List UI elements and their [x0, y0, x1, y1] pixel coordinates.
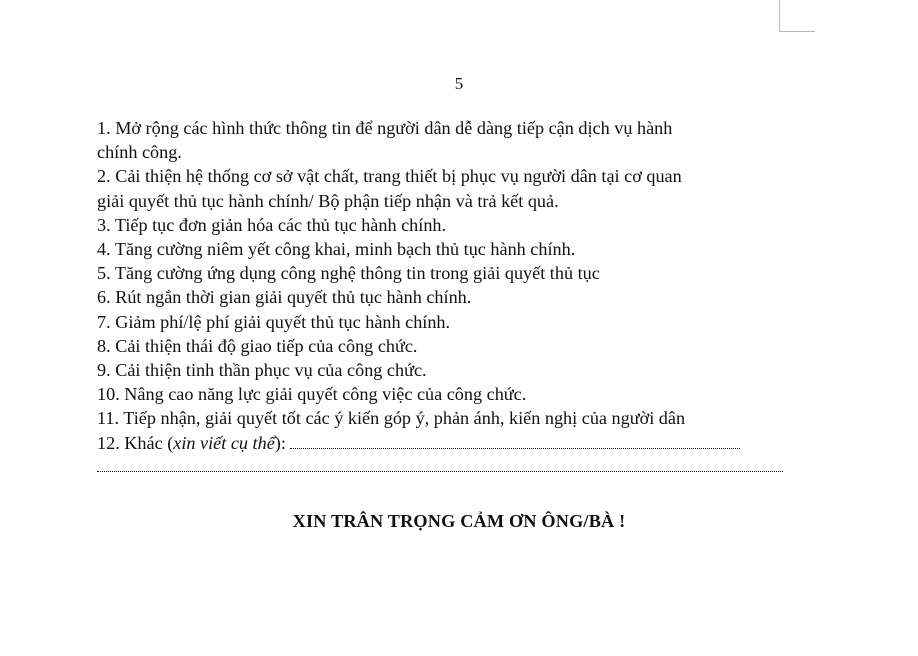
option-line-5: 5. Tăng cường ứng dụng công nghệ thông tin trong giải quyết thủ tục	[97, 263, 600, 284]
option-12-write-in-blank[interactable]	[290, 432, 740, 449]
option-line-1b: chính công.	[97, 142, 182, 163]
page-corner-crop-mark	[779, 0, 815, 32]
option-12-label: 12. Khác (xin viết cụ thể):	[97, 432, 286, 453]
closing-thanks: XIN TRÂN TRỌNG CẢM ƠN ÔNG/BÀ !	[292, 511, 626, 531]
option-line-7: 7. Giảm phí/lệ phí giải quyết thủ tục hành chính.	[97, 311, 451, 332]
option-line-1a: 1. Mở rộng các hình thức thông tin để người dân dễ dàng tiếp cận dịch vụ hành	[97, 118, 673, 138]
option-line-8: 8. Cải thiện thái độ giao tiếp của công chức.	[97, 335, 418, 356]
option-line-6: 6. Rút ngắn thời gian giải quyết thủ tục hành chính.	[97, 287, 472, 308]
option-line-4: 4. Tăng cường niêm yết công khai, minh bạch thủ tục hành chính.	[97, 239, 576, 260]
option-line-2a: 2. Cải thiện hệ thống cơ sở vật chất, trang thiết bị phục vụ người dân tại cơ quan	[97, 166, 682, 187]
survey-options-list	[97, 116, 817, 472]
write-in-continuation-blank[interactable]	[97, 455, 783, 472]
option-line-12-other	[97, 431, 817, 455]
option-line-3: 3. Tiếp tục đơn giản hóa các thủ tục hành chính.	[97, 214, 447, 235]
option-line-2b: giải quyết thủ tục hành chính/ Bộ phận tiếp nhận và trả kết quả.	[97, 190, 559, 211]
page-number: 5	[454, 74, 464, 93]
option-line-9: 9. Cải thiện tinh thần phục vụ của công chức.	[97, 360, 427, 381]
option-line-10: 10. Nâng cao năng lực giải quyết công việc của công chức.	[97, 384, 527, 405]
option-line-11: 11. Tiếp nhận, giải quyết tốt các ý kiến góp ý, phản ánh, kiến nghị của người dân	[97, 408, 686, 429]
